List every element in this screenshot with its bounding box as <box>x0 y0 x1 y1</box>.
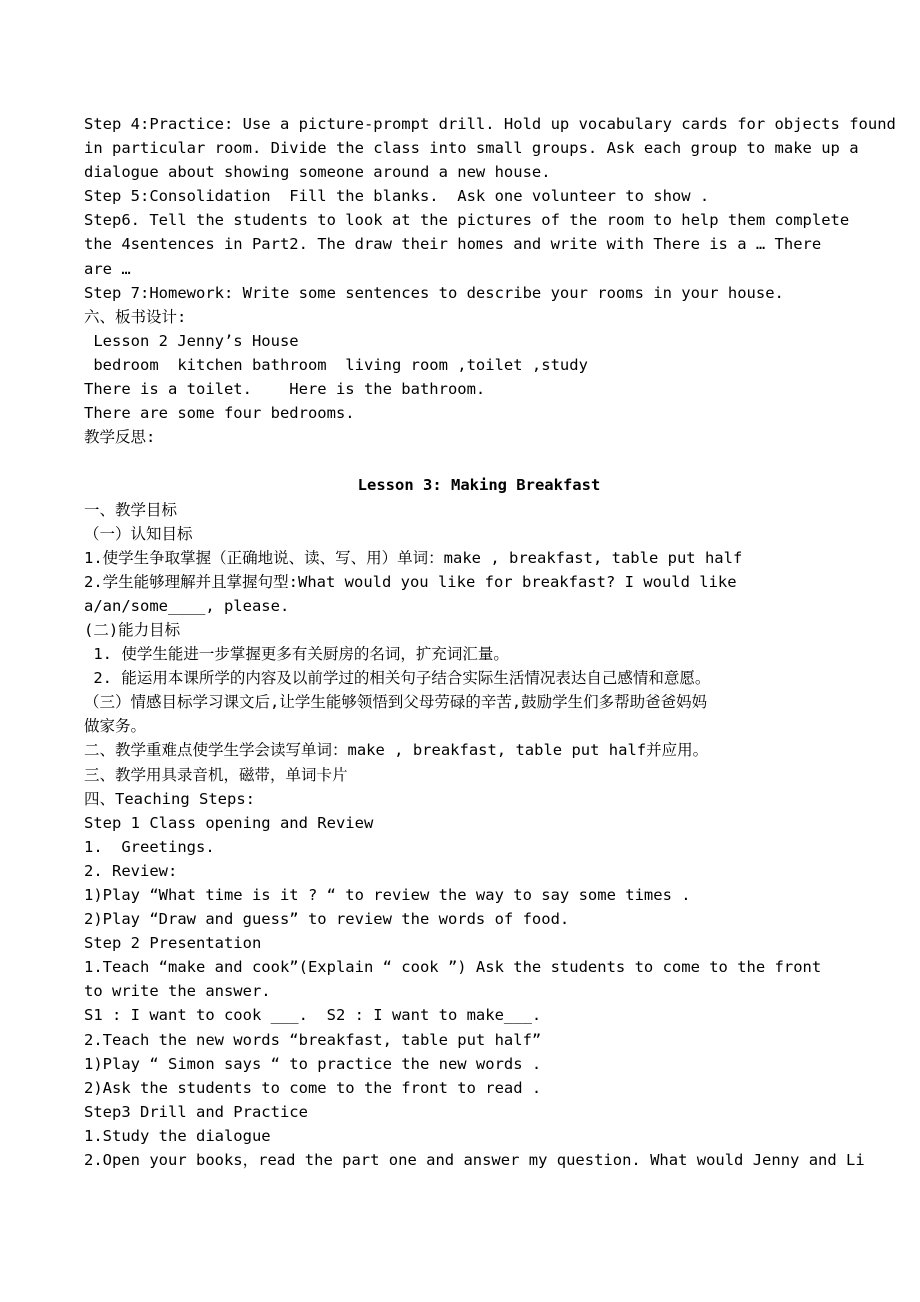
text-line: 2)Ask the students to come to the front to read . <box>84 1078 542 1097</box>
text-line: （三）情感目标学习课文后,让学生能够领悟到父母劳碌的辛苦,鼓励学生们多帮助爸爸妈妈 <box>84 693 708 712</box>
text-line: are … <box>84 259 131 278</box>
text-line: a/an/some____, please. <box>84 596 290 615</box>
text-line: 2.Teach the new words “breakfast, table put half” <box>84 1030 542 1049</box>
text-line: Lesson 2 Jenny’s House <box>84 331 299 350</box>
text-line: S1 : I want to cook ___. S2 : I want to make___. <box>84 1006 542 1025</box>
document-page <box>84 112 896 1172</box>
text-line: Step6. Tell the students to look at the pictures of the room to help them complete <box>84 211 850 230</box>
lesson-3-title: Lesson 3: Making Breakfast <box>357 476 601 495</box>
text-line: 2.Open your books，read the part one and answer my question. What would Jenny and Li <box>84 1151 865 1170</box>
text-line: to write the answer. <box>84 982 271 1001</box>
text-line: 教学反思: <box>84 428 156 447</box>
text-line: 1.使学生争取掌握（正确地说、读、写、用）单词：make , breakfast, table put half <box>84 548 743 567</box>
text-line: (二)能力目标 <box>84 620 181 639</box>
text-line: 2.学生能够理解并且掌握句型:What would you like for breakfast? I would like <box>84 572 737 591</box>
lesson-3-section <box>84 498 874 1173</box>
text-line: Step3 Drill and Practice <box>84 1102 308 1121</box>
text-line: 1.Teach “make and cook”(Explain “ cook ”) Ask the students to come to the front <box>84 958 822 977</box>
text-line: There are some four bedrooms. <box>84 404 355 423</box>
text-line: 2. Review: <box>84 861 178 880</box>
text-line: 2)Play “Draw and guess” to review the words of food. <box>84 910 570 929</box>
text-line: Step 5:Consolidation Fill the blanks. Ask one volunteer to show . <box>84 187 710 206</box>
text-line: 1.Study the dialogue <box>84 1126 271 1145</box>
text-line: Step 4:Practice: Use a picture-prompt drill. Hold up vocabulary cards for objects found <box>84 115 896 133</box>
text-line: （一）认知目标 <box>84 524 193 543</box>
text-line: Step 2 Presentation <box>84 934 262 953</box>
text-line: 1)Play “ Simon says “ to practice the new words . <box>84 1054 542 1073</box>
spacer <box>84 449 874 473</box>
text-line: 2. 能运用本课所学的内容及以前学过的相关句子结合实际生活情况表达自己感情和意愿。 <box>84 669 711 688</box>
text-line: 四、Teaching Steps: <box>84 789 255 808</box>
text-line: in particular room. Divide the class into small groups. Ask each group to make up a <box>84 139 859 158</box>
text-line: 二、教学重难点使学生学会读写单词：make , breakfast, table put half并应用。 <box>84 741 709 760</box>
text-line: 三、教学用具录音机，磁带，单词卡片 <box>84 765 348 784</box>
text-line: There is a toilet. Here is the bathroom. <box>84 380 486 399</box>
text-line: Step 7:Homework: Write some sentences to describe your rooms in your house. <box>84 283 784 302</box>
text-line: 1. 使学生能进一步掌握更多有关厨房的名词，扩充词汇量。 <box>84 645 509 664</box>
text-line: bedroom kitchen bathroom living room ,toilet ,study <box>84 355 588 374</box>
text-line: 六、板书设计: <box>84 307 187 326</box>
text-line: Step 1 Class opening and Review <box>84 813 374 832</box>
text-line: dialogue about showing someone around a new house. <box>84 163 551 182</box>
text-line: 一、教学目标 <box>84 500 178 519</box>
lesson-2-section <box>84 112 896 449</box>
text-line: 1. Greetings. <box>84 837 215 856</box>
text-line: 做家务。 <box>84 717 147 736</box>
text-line: the 4sentences in Part2. The draw their homes and write with There is a … There <box>84 235 822 254</box>
text-line: 1)Play “What time is it ? “ to review the way to say some times . <box>84 886 691 904</box>
